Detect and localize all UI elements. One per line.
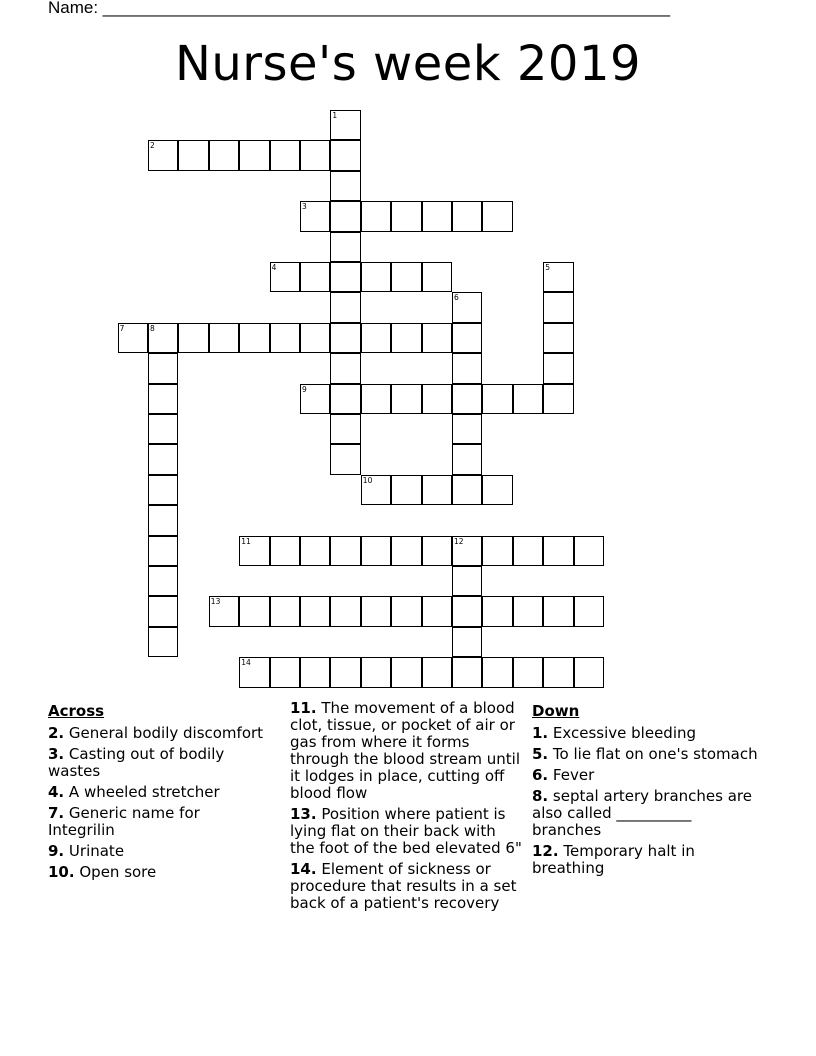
clue-item-text: To lie flat on one's stomach bbox=[552, 745, 758, 763]
grid-cell[interactable] bbox=[178, 140, 208, 170]
grid-cell[interactable] bbox=[148, 140, 178, 170]
grid-cell[interactable] bbox=[574, 596, 604, 626]
grid-cell[interactable] bbox=[361, 657, 391, 687]
grid-cell[interactable] bbox=[239, 657, 269, 687]
grid-cell[interactable] bbox=[452, 414, 482, 444]
grid-cell[interactable] bbox=[452, 596, 482, 626]
grid-cell[interactable] bbox=[148, 505, 178, 535]
grid-cell[interactable] bbox=[330, 444, 360, 474]
grid-cell[interactable] bbox=[422, 323, 452, 353]
grid-cell[interactable] bbox=[361, 384, 391, 414]
grid-cell[interactable] bbox=[482, 596, 512, 626]
across-clues-column bbox=[48, 700, 270, 885]
grid-cell[interactable] bbox=[422, 201, 452, 231]
grid-cell[interactable] bbox=[543, 323, 573, 353]
clue-item bbox=[532, 843, 764, 877]
grid-cell[interactable] bbox=[482, 536, 512, 566]
grid-cell[interactable] bbox=[574, 657, 604, 687]
grid-cell[interactable] bbox=[270, 657, 300, 687]
grid-cell[interactable] bbox=[452, 384, 482, 414]
across-clue-list-continued bbox=[290, 700, 522, 912]
clue-item-text: Open sore bbox=[79, 863, 157, 881]
grid-cell[interactable] bbox=[482, 657, 512, 687]
grid-cell[interactable] bbox=[300, 262, 330, 292]
clue-item bbox=[48, 746, 270, 780]
grid-cell[interactable] bbox=[239, 536, 269, 566]
grid-cell[interactable] bbox=[300, 536, 330, 566]
grid-cell[interactable] bbox=[543, 596, 573, 626]
grid-cell[interactable] bbox=[148, 475, 178, 505]
clue-item-number: 2. bbox=[48, 724, 65, 742]
grid-cell[interactable] bbox=[330, 201, 360, 231]
grid-cell[interactable] bbox=[300, 657, 330, 687]
grid-cell[interactable] bbox=[391, 323, 421, 353]
clue-item bbox=[532, 767, 764, 784]
grid-cell[interactable] bbox=[391, 262, 421, 292]
grid-cell[interactable] bbox=[513, 596, 543, 626]
clue-item-text: septal artery branches are also called __________ branches bbox=[532, 787, 752, 839]
grid-cell[interactable] bbox=[118, 323, 148, 353]
grid-cell[interactable] bbox=[452, 657, 482, 687]
grid-cell[interactable] bbox=[452, 444, 482, 474]
across-clue-list bbox=[48, 725, 270, 881]
grid-cell[interactable] bbox=[543, 536, 573, 566]
clue-number: 14 bbox=[241, 658, 251, 668]
grid-cell[interactable] bbox=[422, 475, 452, 505]
clue-number: 2 bbox=[150, 141, 155, 151]
grid-cell[interactable] bbox=[330, 292, 360, 322]
grid-cell[interactable] bbox=[330, 414, 360, 444]
clue-number: 12 bbox=[454, 536, 464, 546]
grid-cell[interactable] bbox=[422, 536, 452, 566]
grid-cell[interactable] bbox=[452, 292, 482, 322]
grid-cell[interactable] bbox=[330, 140, 360, 170]
grid-cell[interactable] bbox=[361, 475, 391, 505]
grid-cell[interactable] bbox=[543, 657, 573, 687]
clue-item-number: 4. bbox=[48, 783, 65, 801]
grid-cell[interactable] bbox=[239, 323, 269, 353]
grid-cell[interactable] bbox=[270, 323, 300, 353]
grid-cell[interactable] bbox=[270, 262, 300, 292]
across-clues-continued-column bbox=[290, 700, 522, 916]
grid-cell[interactable] bbox=[391, 475, 421, 505]
grid-cell[interactable] bbox=[330, 596, 360, 626]
grid-cell[interactable] bbox=[482, 475, 512, 505]
puzzle-title: Nurse's week 2019 bbox=[174, 36, 642, 92]
clue-item-number: 9. bbox=[48, 842, 65, 860]
clue-item bbox=[532, 725, 764, 742]
grid-cell[interactable] bbox=[422, 262, 452, 292]
grid-cell[interactable] bbox=[391, 536, 421, 566]
clue-item bbox=[290, 806, 522, 857]
grid-cell[interactable] bbox=[361, 262, 391, 292]
grid-cell[interactable] bbox=[513, 384, 543, 414]
grid-cell[interactable] bbox=[148, 627, 178, 657]
grid-cell[interactable] bbox=[391, 201, 421, 231]
clue-item-text: The movement of a blood clot, tissue, or pocket of air or gas from where it forms through the blood stream until it lodges in place, cutting off blood flow bbox=[290, 699, 520, 802]
grid-cell[interactable] bbox=[361, 323, 391, 353]
grid-cell[interactable] bbox=[452, 353, 482, 383]
clue-item-text: Element of sickness or procedure that results in a set back of a patient's recovery bbox=[290, 860, 517, 912]
grid-cell[interactable] bbox=[452, 323, 482, 353]
clue-number: 9 bbox=[302, 384, 307, 394]
clue-item bbox=[48, 805, 270, 839]
grid-cell[interactable] bbox=[330, 110, 360, 140]
clue-item-number: 3. bbox=[48, 745, 65, 763]
grid-cell[interactable] bbox=[209, 323, 239, 353]
clue-number: 7 bbox=[119, 323, 125, 333]
clue-item bbox=[48, 725, 270, 742]
grid-cell[interactable] bbox=[482, 201, 512, 231]
clue-item bbox=[532, 788, 764, 839]
clue-item-number: 5. bbox=[532, 745, 549, 763]
grid-cell[interactable] bbox=[330, 536, 360, 566]
clue-item-text: Urinate bbox=[68, 842, 125, 860]
grid-cell[interactable] bbox=[330, 171, 360, 201]
grid-cell[interactable] bbox=[239, 140, 269, 170]
clue-item-text: Casting out of bodily wastes bbox=[48, 745, 225, 780]
clue-number: 8 bbox=[150, 323, 155, 333]
clue-item-text: A wheeled stretcher bbox=[68, 783, 220, 801]
grid-cell[interactable] bbox=[543, 262, 573, 292]
clue-item-number: 14. bbox=[290, 860, 317, 878]
clue-item bbox=[48, 784, 270, 801]
clue-number: 13 bbox=[210, 597, 221, 607]
grid-cell[interactable] bbox=[300, 201, 330, 231]
clue-item-text: Fever bbox=[552, 766, 595, 784]
clue-number: 4 bbox=[271, 263, 277, 272]
grid-cell[interactable] bbox=[361, 201, 391, 231]
grid-cell[interactable] bbox=[452, 201, 482, 231]
clue-number: 1 bbox=[332, 111, 338, 120]
clue-number: 5 bbox=[545, 263, 550, 272]
grid-cell[interactable] bbox=[330, 353, 360, 383]
clue-item-text: Position where patient is lying flat on their back with the foot of the bed elevated 6" bbox=[290, 805, 522, 857]
grid-cell[interactable] bbox=[482, 384, 512, 414]
clue-number: 6 bbox=[454, 293, 459, 303]
clue-item-text: General bodily discomfort bbox=[68, 724, 264, 742]
grid-cell[interactable] bbox=[209, 596, 239, 626]
clue-item-number: 10. bbox=[48, 863, 75, 881]
grid-cell[interactable] bbox=[452, 536, 482, 566]
grid-cell[interactable] bbox=[300, 323, 330, 353]
grid-cell[interactable] bbox=[270, 536, 300, 566]
grid-cell[interactable] bbox=[422, 596, 452, 626]
grid-cell[interactable] bbox=[148, 444, 178, 474]
grid-cell[interactable] bbox=[543, 292, 573, 322]
grid-cell[interactable] bbox=[148, 596, 178, 626]
across-heading: Across bbox=[48, 702, 105, 720]
clue-number: 10 bbox=[362, 475, 373, 485]
grid-cell[interactable] bbox=[513, 657, 543, 687]
grid-cell[interactable] bbox=[452, 566, 482, 596]
grid-cell[interactable] bbox=[148, 536, 178, 566]
grid-cell[interactable] bbox=[513, 536, 543, 566]
grid-cell[interactable] bbox=[361, 596, 391, 626]
clue-item-number: 6. bbox=[532, 766, 549, 784]
clue-item-text: Temporary halt in breathing bbox=[532, 842, 695, 877]
grid-cell[interactable] bbox=[300, 596, 330, 626]
clue-item bbox=[532, 746, 764, 763]
grid-cell[interactable] bbox=[391, 657, 421, 687]
grid-cell[interactable] bbox=[543, 384, 573, 414]
grid-cell[interactable] bbox=[574, 536, 604, 566]
clue-item bbox=[290, 861, 522, 912]
clue-item-number: 12. bbox=[532, 842, 559, 860]
grid-cell[interactable] bbox=[178, 323, 208, 353]
grid-cell[interactable] bbox=[270, 140, 300, 170]
grid-cell[interactable] bbox=[148, 384, 178, 414]
grid-cell[interactable] bbox=[422, 384, 452, 414]
clue-item-text: Generic name for Integrilin bbox=[48, 804, 200, 839]
grid-cell[interactable] bbox=[330, 262, 360, 292]
down-clues-column bbox=[532, 700, 764, 881]
grid-cell[interactable] bbox=[422, 657, 452, 687]
clue-item bbox=[48, 864, 270, 881]
clue-number: 3 bbox=[302, 202, 307, 212]
grid-cell[interactable] bbox=[300, 384, 330, 414]
grid-cell[interactable] bbox=[361, 536, 391, 566]
clue-number: 11 bbox=[241, 536, 251, 546]
down-heading: Down bbox=[532, 702, 580, 720]
grid-cell[interactable] bbox=[270, 596, 300, 626]
grid-cell[interactable] bbox=[330, 657, 360, 687]
grid-cell[interactable] bbox=[330, 384, 360, 414]
clue-item-number: 1. bbox=[532, 724, 549, 742]
name-field-label: Name: ____________________________________________________________ bbox=[48, 0, 671, 17]
clue-item-number: 13. bbox=[290, 805, 317, 823]
grid-cell[interactable] bbox=[300, 140, 330, 170]
grid-cell[interactable] bbox=[330, 323, 360, 353]
clue-item-number: 7. bbox=[48, 804, 65, 822]
grid-cell[interactable] bbox=[239, 596, 269, 626]
grid-cell[interactable] bbox=[452, 627, 482, 657]
grid-cell[interactable] bbox=[148, 414, 178, 444]
down-clue-list bbox=[532, 725, 764, 877]
grid-cell[interactable] bbox=[543, 353, 573, 383]
clue-item bbox=[290, 700, 522, 802]
grid-cell[interactable] bbox=[452, 475, 482, 505]
grid-cell[interactable] bbox=[148, 566, 178, 596]
clue-item-number: 8. bbox=[532, 787, 549, 805]
clue-item-number: 11. bbox=[290, 699, 317, 717]
grid-cell[interactable] bbox=[148, 353, 178, 383]
grid-cell[interactable] bbox=[391, 596, 421, 626]
grid-cell[interactable] bbox=[330, 232, 360, 262]
clue-item-text: Excessive bleeding bbox=[552, 724, 697, 742]
grid-cell[interactable] bbox=[209, 140, 239, 170]
grid-cell[interactable] bbox=[148, 323, 178, 353]
clue-item bbox=[48, 843, 270, 860]
grid-cell[interactable] bbox=[391, 384, 421, 414]
